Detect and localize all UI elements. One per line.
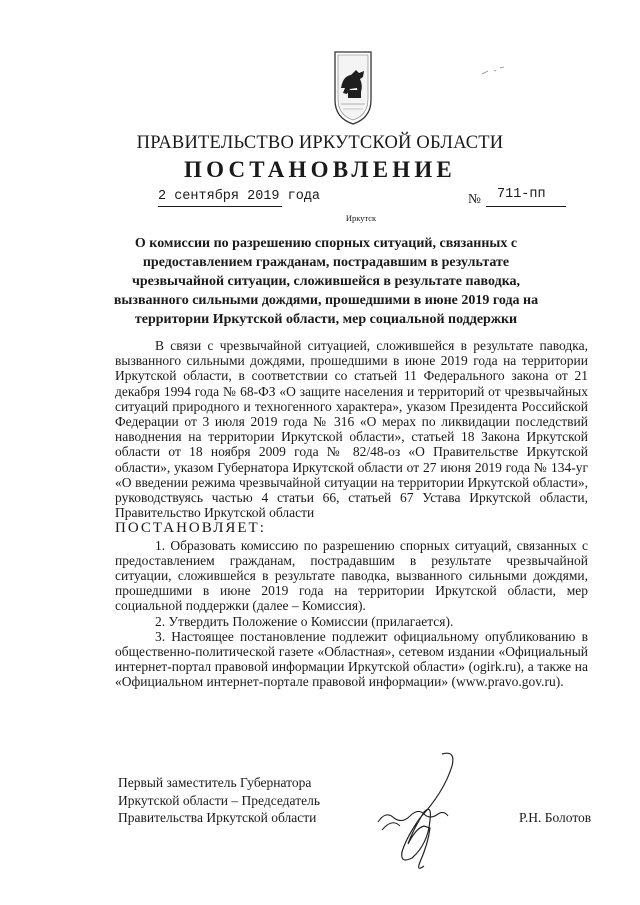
signer-position (118, 774, 320, 827)
pen-mark-icon (478, 62, 508, 82)
document-heading: О комиссии по разрешению спорных ситуаций, связанных с предоставлением гражданам, пострадавшим в результате чрезвычайной ситуации, сложившейся в результате паводка, вызванного сильными дождями, прошедшими в июне 2019 года на территории Иркутской области, мер социальной поддержки (113, 236, 539, 327)
preamble-paragraph: В связи с чрезвычайной ситуацией, сложившейся в результате паводка, вызванного сильными дождями, прошедшими в июне 2019 года на территории Иркутской области, в соответствии со статьей 11 Федерального закона от 21 декабря 1994 года № 68-ФЗ «О защите населения и территорий от чрезвычайных ситуаций природного и техногенного характера», указом Президента Российской Федерации от 3 июля 2019 года № 316 «О мерах по ликвидации последствий наводнения на территории Иркутской области», статьей 18 Закона Иркутской области от 18 ноября 2009 года № 82/48-оз «О Правительстве Иркутской области», указом Губернатора Иркутской области от 27 июня 2019 года № 134-уг «О введении режима чрезвычайной ситуации на территории Иркутской области», руководствуясь частью 4 статьи 66, статьей 67 Устава Иркутской области, Правительство Иркутской области (115, 338, 588, 521)
number-underline (486, 206, 566, 207)
signer-position-line-2: Иркутской области – Председатель (118, 792, 320, 808)
handwritten-signature (372, 748, 482, 876)
decree-item-2: 2. Утвердить Положение о Комиссии (прилагается). (155, 613, 454, 629)
document-number: 711-пп (497, 187, 546, 202)
irkutsk-coat-of-arms-icon (329, 48, 377, 126)
document-city: Иркутск (345, 213, 377, 223)
decrees-label: ПОСТАНОВЛЯЕТ: (115, 520, 266, 537)
document-date: 2 сентября 2019 года (158, 189, 321, 204)
signer-position-line-1: Первый заместитель Губернатора (118, 775, 312, 790)
document-type: ПОСТАНОВЛЕНИЕ (184, 157, 456, 182)
signer-name: Р.Н. Болотов (519, 810, 592, 825)
decree-item-1: 1. Образовать комиссию по разрешению спорных ситуаций, связанных с предоставлением гражданам, пострадавшим в результате чрезвычайной ситуации, сложившейся в результате паводка, вызванного сильными дождями, прошедшими в июне 2019 года на территории Иркутской области, мер социальной поддержки (далее – Комиссия). (115, 537, 588, 614)
decree-item-3: 3. Настоящее постановление подлежит официальному опубликованию в общественно-политической газете «Областная», сетевом издании «Официальный интернет-портал правовой информации Иркутской области» (ogirk.ru), а также на «Официальном интернет-портале правовой информации» (www.pravo.gov.ru). (115, 628, 588, 690)
document-body (115, 338, 588, 690)
signer-position-line-3: Правительства Иркутской области (118, 810, 317, 825)
government-title: ПРАВИТЕЛЬСТВО ИРКУТСКОЙ ОБЛАСТИ (136, 133, 504, 153)
date-underline (158, 206, 282, 207)
number-sign: № (468, 191, 481, 206)
